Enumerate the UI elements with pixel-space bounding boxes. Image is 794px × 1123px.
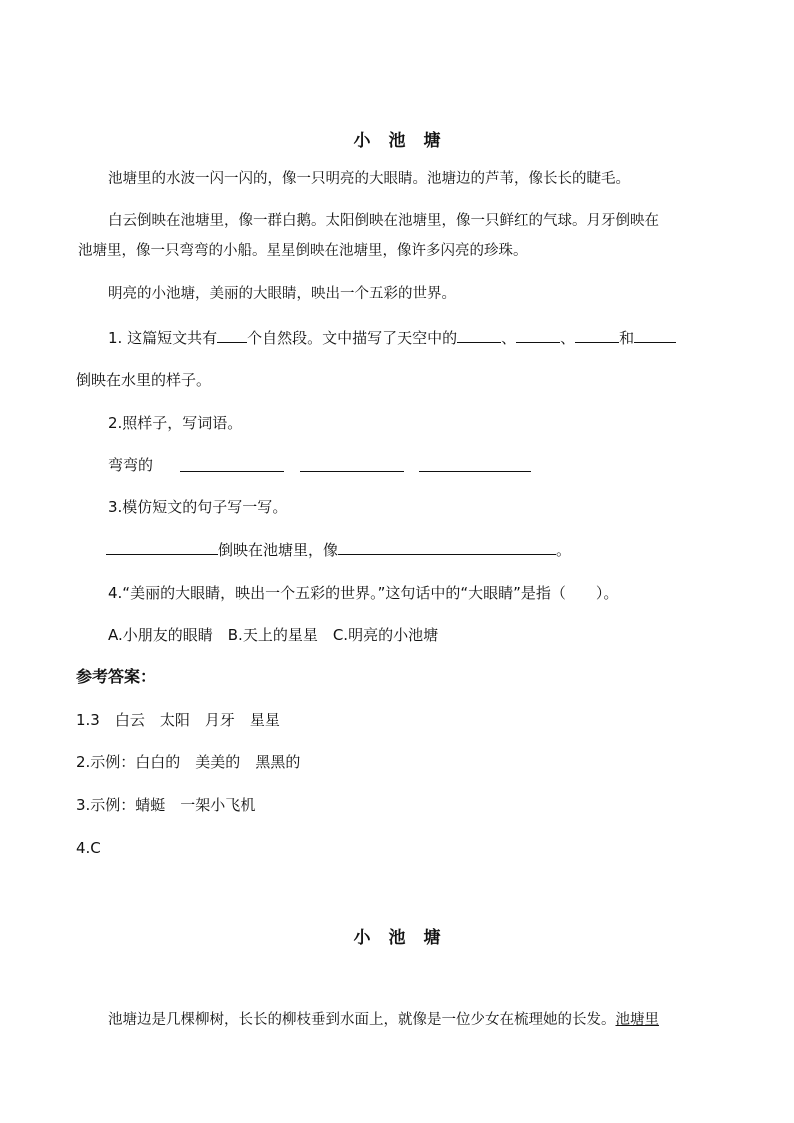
separator: 、 xyxy=(560,329,576,347)
passage-paragraph-2-line-2: 池塘里，像一只弯弯的小船。星星倒映在池塘里，像许多闪亮的珍珠。 xyxy=(78,243,528,259)
question-3-sentence xyxy=(106,540,571,560)
answer-blank-sky-2[interactable] xyxy=(516,328,560,343)
conjunction: 和 xyxy=(619,329,635,347)
question-4-options: A.小朋友的眼睛 B.天上的星星 C.明亮的小池塘 xyxy=(108,626,439,644)
passage-2-underlined-text: 池塘里 xyxy=(615,1012,659,1028)
question-2-example-word: 弯弯的 xyxy=(108,456,154,474)
passage-paragraph-1: 池塘里的水波一闪一闪的，像一只明亮的大眼睛。池塘边的芦苇，像长长的睫毛。 xyxy=(108,171,630,187)
question-3-text: 倒映在池塘里，像 xyxy=(218,541,339,559)
passage-paragraph-3: 明亮的小池塘，美丽的大眼睛，映出一个五彩的世界。 xyxy=(108,286,456,302)
answer-1: 1.3 白云 太阳 月牙 星星 xyxy=(76,711,280,729)
question-1 xyxy=(108,328,676,348)
answer-blank-paragraph-count[interactable] xyxy=(217,328,247,343)
question-4-prompt: 4.“美丽的大眼睛，映出一个五彩的世界。”这句话中的“大眼睛”是指（ ）。 xyxy=(108,584,619,602)
question-1-text-a: 1. 这篇短文共有 xyxy=(108,329,218,347)
question-3-end: 。 xyxy=(556,541,572,559)
answer-blank-word-1[interactable] xyxy=(180,457,284,472)
passage-2-paragraph-1 xyxy=(108,1010,659,1030)
answer-4: 4.C xyxy=(76,839,101,857)
separator: 、 xyxy=(501,329,517,347)
answer-blank-sky-1[interactable] xyxy=(457,328,501,343)
answer-3: 3.示例：蜻蜓 一架小飞机 xyxy=(76,796,256,814)
question-1-line-2: 倒映在水里的样子。 xyxy=(76,371,212,389)
answer-2: 2.示例：白白的 美美的 黑黑的 xyxy=(76,753,301,771)
answer-blank-word-2[interactable] xyxy=(300,457,404,472)
question-2-example-row xyxy=(108,455,153,475)
passage-title: 小池塘 xyxy=(353,131,459,151)
answer-blank-sky-3[interactable] xyxy=(575,328,619,343)
question-3-prompt: 3.模仿短文的句子写一写。 xyxy=(108,498,288,516)
answers-heading: 参考答案： xyxy=(76,667,157,686)
answer-blank-word-3[interactable] xyxy=(419,457,531,472)
answer-blank-sky-4[interactable] xyxy=(634,328,676,343)
passage-2-text: 池塘边是几棵柳树，长长的柳枝垂到水面上，就像是一位少女在梳理她的长发。 xyxy=(108,1012,616,1028)
passage-paragraph-2-line-1: 白云倒映在池塘里，像一群白鹅。太阳倒映在池塘里，像一只鲜红的气球。月牙倒映在 xyxy=(108,213,659,229)
passage-2-title: 小池塘 xyxy=(353,928,459,948)
question-1-text-b: 个自然段。文中描写了天空中的 xyxy=(247,329,458,347)
answer-blank-simile[interactable] xyxy=(338,540,556,555)
answer-blank-subject[interactable] xyxy=(106,540,218,555)
question-2-prompt: 2.照样子，写词语。 xyxy=(108,414,243,432)
